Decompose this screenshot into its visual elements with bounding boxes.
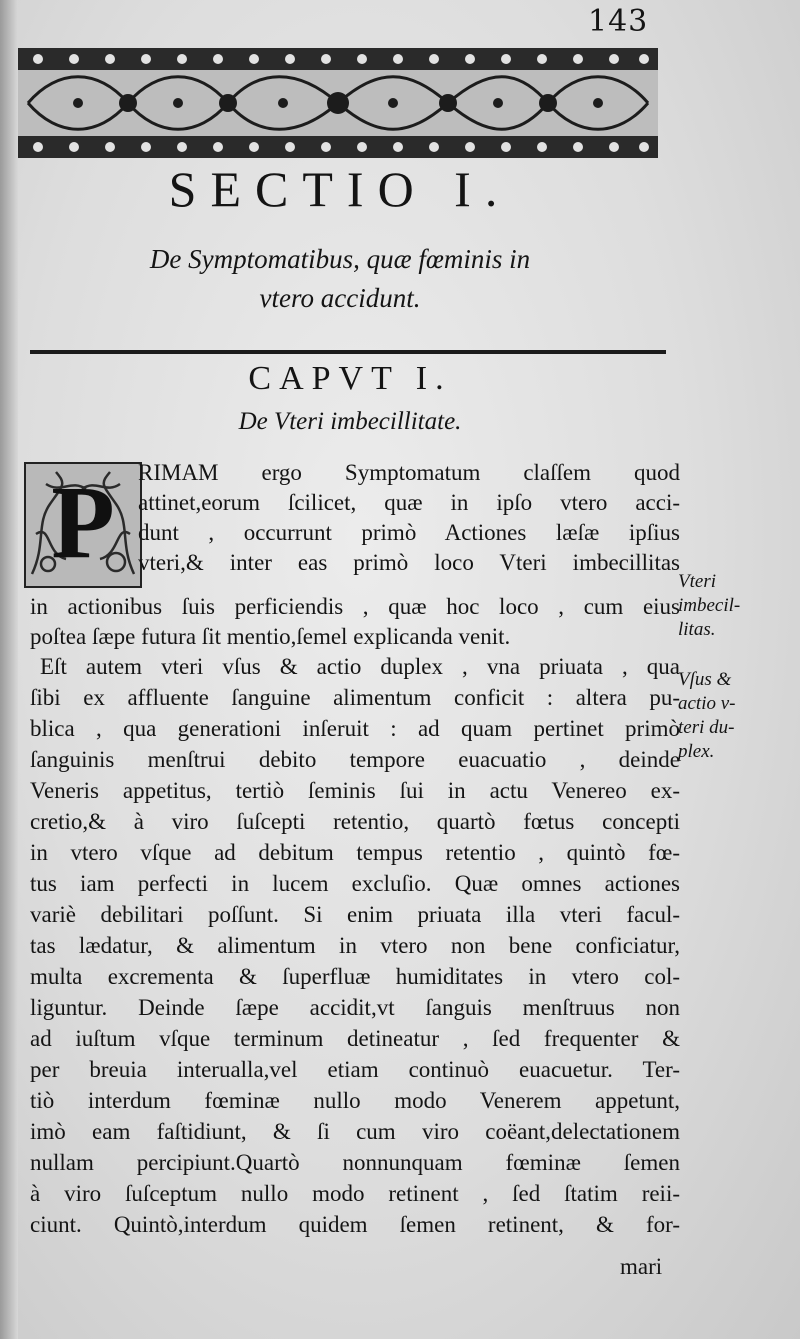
body-line-21: tiò interdum fœminæ nullo modo Venerem appetunt, xyxy=(30,1088,680,1113)
body-line-11: Veneris appetitus, tertiò ſeminis ſui in actu Venereo ex- xyxy=(30,778,680,803)
marginal-note-usus-actio xyxy=(678,668,788,764)
body-line-16: tas lædatur, & alimentum in vtero non bene conficiatur, xyxy=(30,933,680,958)
body-line-20: per breuia interualla,vel etiam continuò euacuetur. Ter- xyxy=(30,1057,680,1082)
body-line-25: ciunt. Quintò,interdum quidem ſemen retinent, & for- xyxy=(30,1212,680,1237)
body-line-14: tus iam perfecti in lucem excluſio. Quæ omnes actiones xyxy=(30,871,680,896)
initial-letter-p: P xyxy=(51,465,115,580)
chapter-subtitle: De Vteri imbecillitate. xyxy=(238,408,462,435)
body-line-10: ſanguinis menſtrui debito tempore euacuatio , deinde xyxy=(30,747,680,772)
body-line-22: imò eam faſtidiunt, & ſi cum viro coëant,delectationem xyxy=(30,1119,680,1144)
section-title: SECTIO I. xyxy=(168,161,512,217)
body-line-17: multa excrementa & ſuperfluæ humiditates in vtero col- xyxy=(30,964,680,989)
horizontal-rule xyxy=(30,350,666,354)
section-subtitle-line-1: De Symptomatibus, quæ fœminis in xyxy=(149,244,531,274)
body-line-13: in vtero vſque ad debitum tempus retentio , quintò fœ- xyxy=(30,840,680,865)
body-line-15: variè debilitari poſſunt. Si enim priuata illa vteri facul- xyxy=(30,902,680,927)
chapter-title: CAPVT I. xyxy=(248,360,452,397)
section-subtitle-line-2: vtero accidunt. xyxy=(259,283,421,313)
marginal-note-line: plex. xyxy=(678,741,715,762)
body-line-12: cretio,& à viro ſuſcepti retentio, quartò fœtus concepti xyxy=(30,809,680,834)
body-line-3: dunt , occurrunt primò Actiones læſæ ipſius xyxy=(138,520,680,545)
page-number: 143 xyxy=(588,4,649,39)
body-line-1: RIMAM ergo Symptomatum claſſem quod xyxy=(138,460,680,485)
marginal-note-line: Vſus & xyxy=(678,669,732,690)
body-line-5: in actionibus ſuis perficiendis , quæ hoc loco , cum eius xyxy=(30,594,680,619)
marginal-note-line: actio v- xyxy=(678,693,736,714)
marginal-note-line: teri du- xyxy=(678,717,735,738)
marginal-note-line: litas. xyxy=(678,619,716,640)
body-line-7: Eſt autem vteri vſus & actio duplex , vna priuata , qua xyxy=(40,654,680,679)
body-line-6: poſtea ſæpe futura ſit mentio,ſemel explicanda venit. xyxy=(30,624,511,649)
marginal-note-line: imbecil- xyxy=(678,595,741,616)
body-line-18: liguntur. Deinde ſæpe accidit,vt ſanguis menſtruus non xyxy=(30,995,680,1020)
decorative-headpiece-ornament xyxy=(18,48,658,158)
body-line-23: nullam percipiunt.Quartò nonnunquam fœminæ ſemen xyxy=(30,1150,680,1175)
body-line-4: vteri,& inter eas primò loco Vteri imbecillitas xyxy=(138,550,680,575)
body-line-8: ſibi ex affluente ſanguine alimentum conficit : altera pu- xyxy=(30,685,680,710)
body-line-2: attinet,eorum ſcilicet, quæ in ipſo vtero acci- xyxy=(138,490,680,515)
body-line-9: blica , qua generationi inſeruit : ad quam pertinet primò xyxy=(30,716,680,741)
catchword: mari xyxy=(620,1254,663,1279)
body-line-24: à viro ſuſceptum nullo modo retinent , ſed ſtatim reii- xyxy=(30,1181,680,1206)
page-gutter-shadow xyxy=(0,0,18,1339)
marginal-note-uteri-imbecillitas xyxy=(678,570,788,642)
body-line-19: ad iuſtum vſque terminum detineatur , ſed frequenter & xyxy=(30,1026,680,1051)
marginal-note-line: Vteri xyxy=(678,571,716,592)
